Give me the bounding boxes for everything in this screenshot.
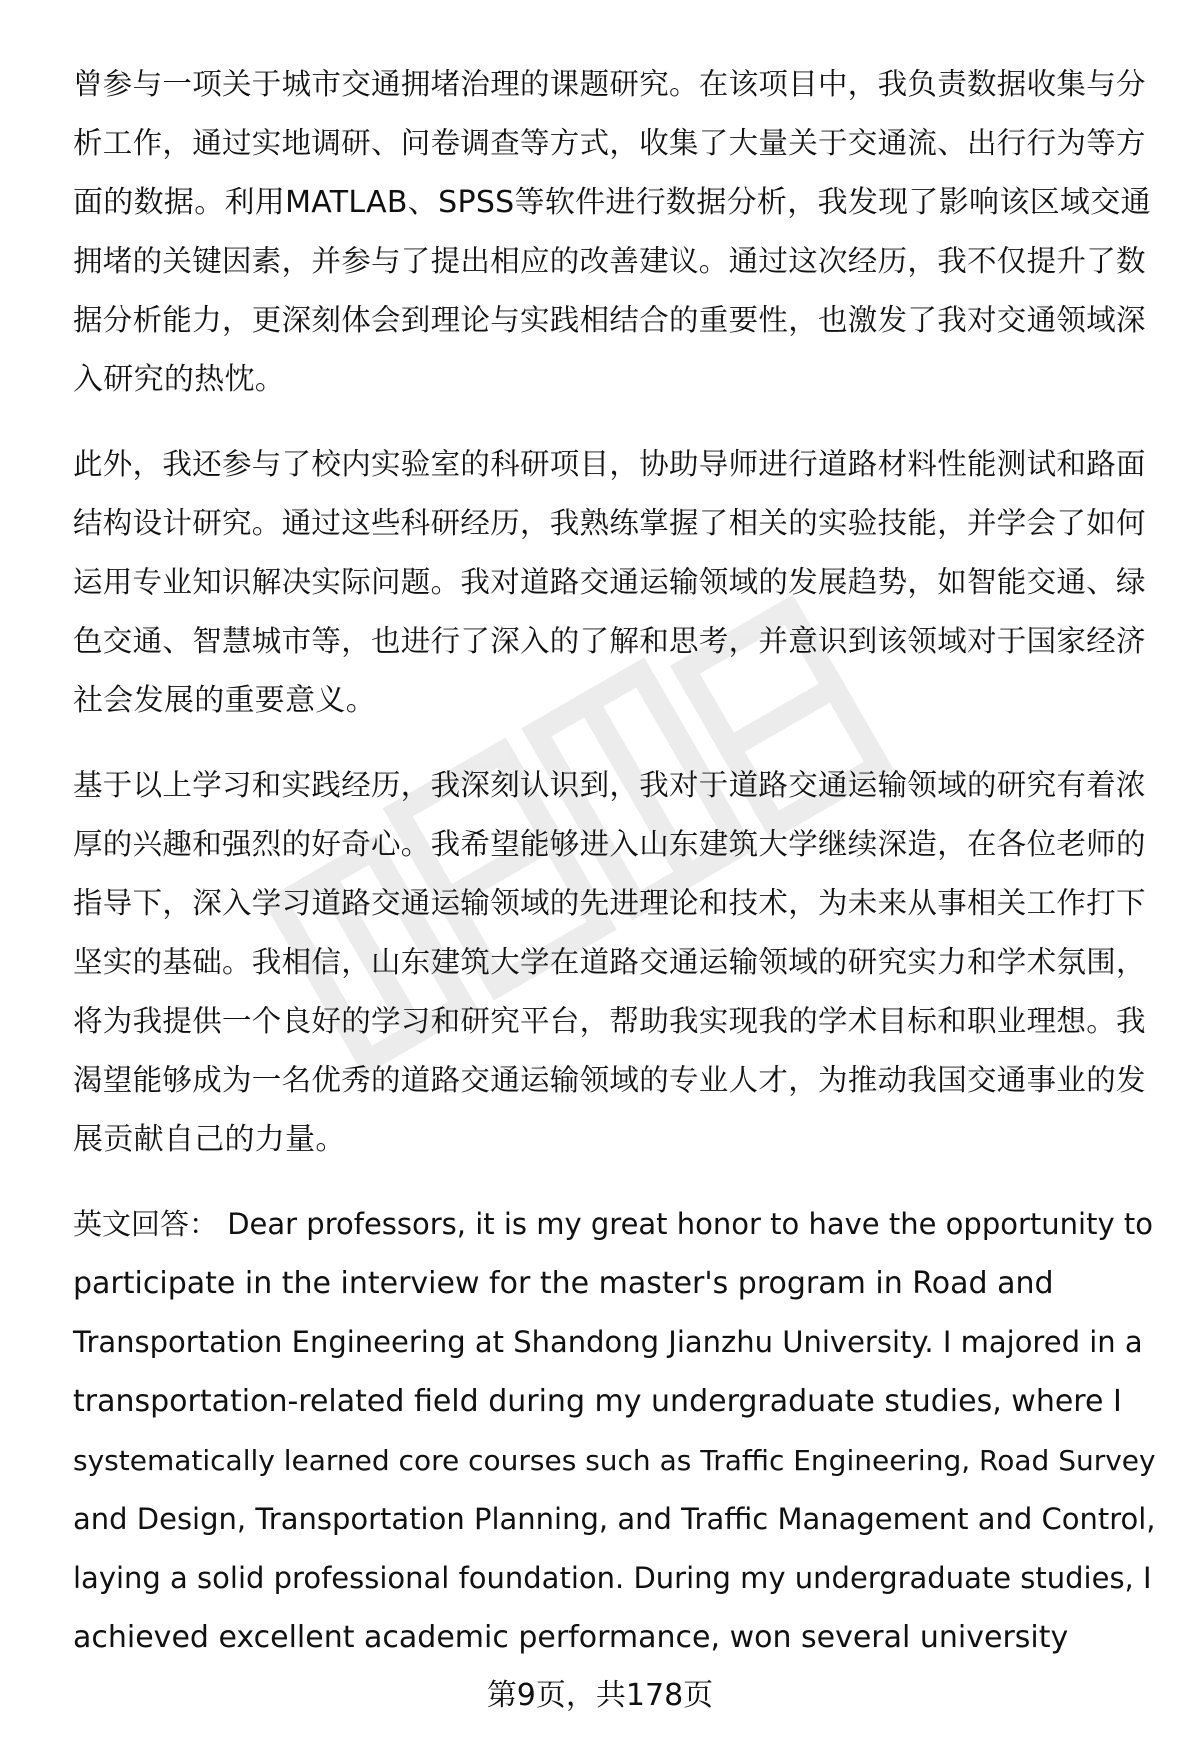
text-line: 渴望能够成为一名优秀的道路交通运输领域的专业人才，为推动我国交通事业的发 [73, 1063, 1146, 1097]
text-line: systematically learned core courses such as Traffic Engineering, Road Survey [73, 1444, 1156, 1477]
text-line: 基于以上学习和实践经历，我深刻认识到，我对于道路交通运输领域的研究有着浓 [73, 768, 1146, 802]
text-line: achieved excellent academic performance, won several university [73, 1620, 1069, 1655]
text-line: 社会发展的重要意义。 [73, 683, 376, 718]
text-line: 指导下，深入学习道路交通运输领域的先进理论和技术，为未来从事相关工作打下 [73, 886, 1146, 920]
text-line: 入研究的热忱。 [73, 362, 286, 397]
page-number-footer: 第9页，共178页 [486, 1678, 714, 1713]
text-line: participate in the interview for the master's program in Road and [73, 1266, 1054, 1301]
text-line: Transportation Engineering at Shandong Jianzhu University. I majored in a [73, 1325, 1143, 1359]
paragraph [73, 756, 1158, 1169]
text-line: 此外，我还参与了校内实验室的科研项目，协助导师进行道路材料性能测试和路面 [73, 447, 1146, 481]
text-line: and Design, Transportation Planning, and Traffic Management and Control, [73, 1502, 1156, 1536]
text-line: 将为我提供一个良好的学习和研究平台，帮助我实现我的学术目标和职业理想。我 [73, 1004, 1146, 1038]
text-line: 色交通、智慧城市等，也进行了深入的了解和思考，并意识到该领域对于国家经济 [73, 624, 1146, 658]
document-body [73, 55, 1158, 1693]
text-line: laying a solid professional foundation. During my undergraduate studies, I [73, 1561, 1152, 1595]
text-line: 面的数据。利用MATLAB、SPSS等软件进行数据分析，我发现了影响该区域交通 [73, 185, 1151, 220]
text-line: 析工作，通过实地调研、问卷调查等方式，收集了大量关于交通流、出行行为等方 [73, 126, 1146, 160]
paragraph-english [73, 1195, 1158, 1667]
text-line: 坚实的基础。我相信，山东建筑大学在道路交通运输领域的研究实力和学术氛围， [73, 945, 1146, 979]
text-line: 运用专业知识解决实际问题。我对道路交通运输领域的发展趋势，如智能交通、绿 [73, 565, 1146, 599]
text-line: 据分析能力，更深刻体会到理论与实践相结合的重要性，也激发了我对交通领域深 [73, 303, 1146, 337]
text-line: transportation-related field during my undergraduate studies, where I [73, 1384, 1122, 1419]
text-line: 英文回答： Dear professors, it is my great honor to have the opportunity to [73, 1207, 1153, 1241]
text-line: 拥堵的关键因素，并参与了提出相应的改善建议。通过这次经历，我不仅提升了数 [73, 244, 1146, 278]
paragraph [73, 435, 1158, 730]
paragraph [73, 55, 1158, 409]
text-line: 厚的兴趣和强烈的好奇心。我希望能够进入山东建筑大学继续深造，在各位老师的 [73, 827, 1146, 861]
text-line: 展贡献自己的力量。 [73, 1122, 346, 1157]
text-line: 结构设计研究。通过这些科研经历，我熟练掌握了相关的实验技能，并学会了如何 [73, 506, 1146, 540]
text-line: 曾参与一项关于城市交通拥堵治理的课题研究。在该项目中，我负责数据收集与分 [73, 67, 1146, 101]
